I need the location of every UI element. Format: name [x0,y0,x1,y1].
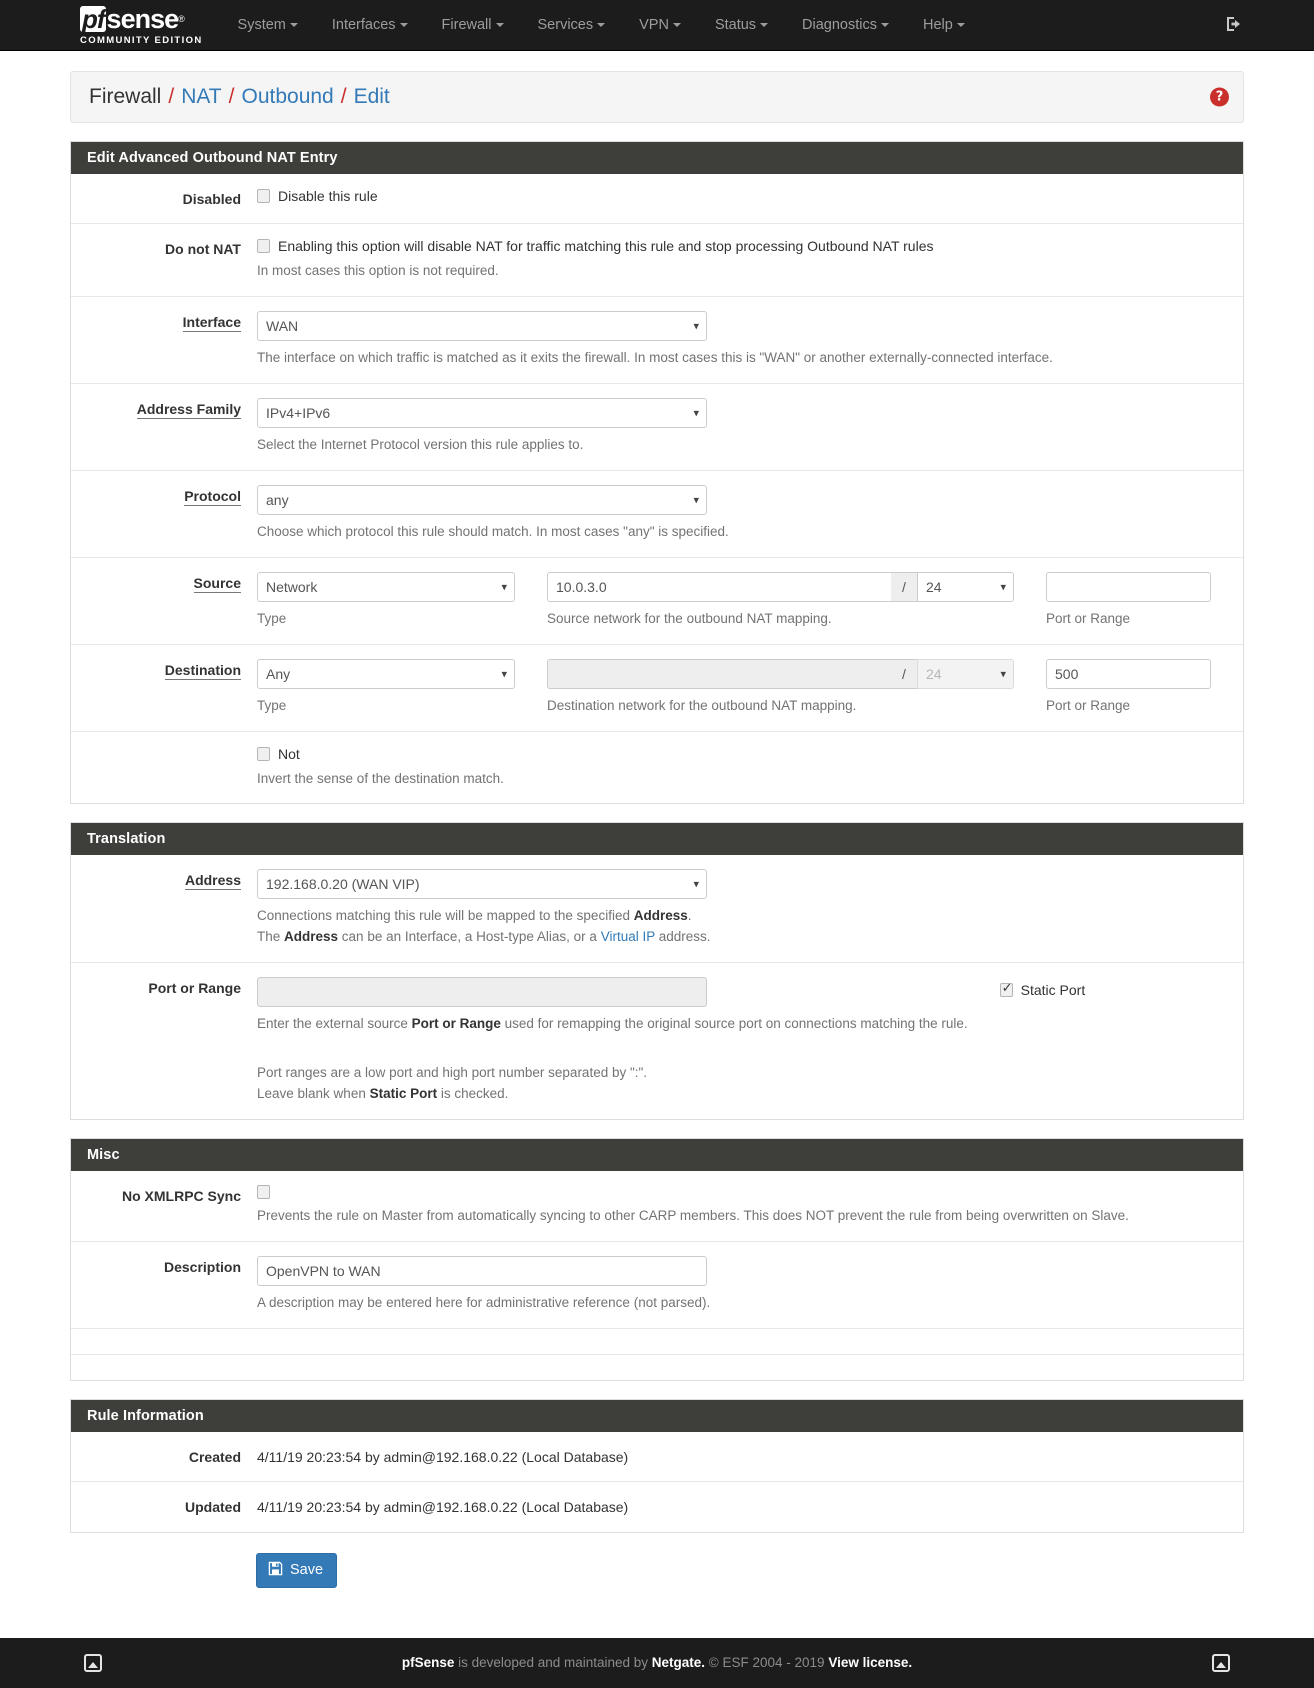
nav-item-help[interactable] [906,0,982,51]
help-address-family: Select the Internet Protocol version this rule applies to. [257,436,584,452]
help-bold-port-range: Port or Range [411,1016,501,1032]
form-row-source [71,558,1243,645]
destination-type-select-wrap [257,659,515,689]
interface-select-wrap [257,311,707,341]
nav-item-status-label: Status [714,16,757,33]
form-row-do-not-nat [71,224,1243,297]
form-row-address-family [71,384,1243,471]
page-footer [0,1638,1314,1688]
help-description: A description may be entered here for administrative reference (not parsed). [257,1294,711,1310]
label-not-empty [71,746,257,790]
field-disabled [257,188,1243,209]
translation-address-select-wrap [257,869,707,899]
destination-mask-select [917,659,1014,689]
field-translation-address [257,869,1243,948]
chevron-down-icon [290,23,298,27]
triangle-up-icon [1216,1662,1226,1668]
logo-subtitle: COMMUNITY EDITION [80,34,203,46]
label-address-family [71,398,257,456]
help-translation-address [257,906,1227,948]
field-destination [257,659,1243,717]
do-not-nat-checkbox[interactable] [257,239,270,253]
breadcrumb [70,71,1244,123]
nav-item-system-label: System [237,16,286,33]
footer-netgate: Netgate. [651,1655,706,1671]
chevron-down-icon [760,23,768,27]
nav-item-system[interactable] [221,0,315,51]
help-text: Leave blank when [257,1086,370,1102]
chevron-down-icon [881,23,889,27]
virtual-ip-link[interactable]: Virtual IP [600,929,655,945]
form-row-no-xmlrpc-sync [71,1171,1243,1242]
breadcrumb-item-edit[interactable]: Edit [353,85,390,108]
panel-rule-information [70,1399,1244,1533]
help-text: can be an Interface, a Host-type Alias, or a [338,929,601,945]
nav-item-help-label: Help [923,16,953,33]
destination-type-select[interactable] [257,659,515,689]
translation-port-group [257,977,1227,1105]
help-source-port: Port or Range [1046,610,1131,626]
disable-rule-checkbox[interactable] [257,189,270,203]
help-bold-address: Address [633,908,688,924]
help-not: Invert the sense of the destination match. [257,770,504,786]
destination-input-group [257,659,1227,717]
chevron-down-icon [957,23,965,27]
nav-item-vpn[interactable] [622,0,698,51]
help-icon[interactable]: ? [1210,88,1229,107]
help-leave-blank-line [257,1084,968,1105]
chevron-down-icon [400,23,408,27]
page-container [0,71,1314,1628]
source-type-select-wrap [257,572,515,602]
label-source-text: Source [193,574,241,591]
label-filler-2 [71,1366,257,1369]
destination-network-col [547,659,1014,717]
field-filler-2 [257,1366,1243,1369]
label-updated: Updated [185,1498,241,1515]
panel-title-misc: Misc [71,1139,1243,1171]
translation-address-select[interactable] [257,869,707,899]
disable-rule-checkbox-label[interactable]: Disable this rule [278,188,378,204]
panel-body-translation [71,855,1243,1119]
protocol-select-wrap [257,485,707,515]
field-filler-1 [257,1340,1243,1343]
field-no-xmlrpc-sync [257,1185,1243,1227]
label-address-family-text: Address Family [136,400,241,417]
form-row-destination [71,645,1243,732]
field-description [257,1256,1243,1314]
help-translation-port-2 [257,1063,968,1105]
not-checkbox[interactable] [257,747,270,761]
nav-item-diagnostics-label: Diagnostics [802,16,877,33]
scroll-top-icon-left[interactable] [84,1654,102,1672]
label-do-not-nat: Do not NAT [165,241,241,257]
translation-port-col [257,977,968,1105]
label-filler-1 [71,1340,257,1343]
panel-translation [70,822,1244,1120]
help-source-network: Source network for the outbound NAT mapping. [547,610,832,626]
chevron-down-icon [496,23,504,27]
panel-title-edit-entry: Edit Advanced Outbound NAT Entry [71,142,1243,174]
label-description: Description [163,1258,241,1275]
field-protocol [257,485,1243,543]
address-family-select[interactable] [257,398,707,428]
nav-item-services[interactable] [521,0,623,51]
logo-pf-text: pf [82,4,105,35]
field-source [257,572,1243,630]
help-text: Connections matching this rule will be mapped to the specified [257,908,634,924]
no-xmlrpc-sync-checkbox[interactable] [257,1185,270,1199]
source-network-group [547,572,1014,602]
label-translation-port: Port or Range [148,980,241,997]
static-port-checkbox[interactable] [1000,983,1013,997]
do-not-nat-checkbox-line [257,238,1227,254]
panel-body-edit-entry [71,174,1243,803]
description-input[interactable] [257,1256,707,1286]
form-row-disabled [71,174,1243,224]
not-checkbox-line [257,746,1227,762]
interface-select[interactable] [257,311,707,341]
chevron-down-icon [673,23,681,27]
destination-slash-addon: / [891,659,917,689]
label-destination [71,659,257,717]
nav-item-firewall[interactable] [425,0,521,51]
static-port-col [1000,977,1086,998]
label-created: Created [188,1448,241,1465]
breadcrumb-item-nat[interactable]: NAT [181,85,222,108]
panel-body-rule-information [71,1432,1243,1532]
source-network-input[interactable] [547,572,891,602]
disable-rule-checkbox-line [257,188,1227,204]
breadcrumb-item-firewall: Firewall [89,85,162,108]
view-license-link[interactable]: View license. [828,1655,913,1671]
floppy-disk-icon [268,1561,283,1580]
source-input-group [257,572,1227,630]
navbar-right [1224,0,1244,51]
footer-text [402,1655,912,1670]
label-interface-text: Interface [182,313,241,330]
panel-body-misc [71,1171,1243,1380]
label-protocol-text: Protocol [184,487,241,504]
label-protocol [71,485,257,543]
help-protocol: Choose which protocol this rule should match. In most cases "any" is specified. [257,523,729,539]
logo-wordmark [80,5,203,34]
save-button[interactable] [256,1553,337,1588]
form-row-interface [71,297,1243,384]
value-updated: 4/11/19 20:23:54 by admin@192.168.0.22 (Local Database) [257,1498,629,1515]
help-no-xmlrpc-sync: Prevents the rule on Master from automatically syncing to other CARP members. This does NOT prevent the rule from being overwritten on Slave. [257,1208,1129,1224]
panel-title-translation: Translation [71,823,1243,855]
save-button-label: Save [290,1562,324,1579]
not-checkbox-label[interactable]: Not [278,745,300,762]
help-destination-type: Type [257,697,287,713]
source-type-select[interactable] [257,572,515,602]
source-port-input[interactable] [1046,572,1211,602]
static-port-checkbox-label[interactable]: Static Port [1020,982,1086,999]
breadcrumb-separator: / [228,85,235,108]
value-created: 4/11/19 20:23:54 by admin@192.168.0.22 (Local Database) [257,1448,629,1465]
field-do-not-nat [257,238,1243,282]
panel-title-rule-information: Rule Information [71,1400,1243,1432]
destination-port-col [1046,659,1211,717]
bottom-spacer [70,1588,1244,1628]
do-not-nat-checkbox-label[interactable]: Enabling this option will disable NAT for traffic matching this rule and stop processing Outbound NAT rules [278,238,934,254]
form-row-updated [71,1482,1243,1532]
source-port-col [1046,572,1211,630]
label-translation-address-text: Address [184,872,241,889]
help-port-ranges-line: Port ranges are a low port and high port number separated by ":". [257,1065,648,1081]
nav-item-diagnostics[interactable] [785,0,906,51]
label-translation-address [71,869,257,948]
field-updated [257,1496,1243,1518]
footer-text-1: is developed and maintained by [454,1655,652,1671]
form-row-protocol [71,471,1243,558]
nav-item-services-label: Services [537,16,594,33]
destination-network-group [547,659,1014,689]
protocol-select[interactable] [257,485,707,515]
help-text: Enter the external source [257,1016,412,1032]
footer-brand: pfSense [401,1655,455,1671]
breadcrumb-separator: / [168,85,175,108]
field-created [257,1446,1243,1467]
static-port-checkbox-line [1000,982,1086,998]
help-text: address. [655,929,711,945]
help-translation-address-line1 [257,906,1227,927]
logo-sense-text: sense [106,3,179,34]
form-row-not [71,732,1243,804]
nav-item-firewall-label: Firewall [441,16,492,33]
address-family-select-wrap [257,398,707,428]
top-navbar [0,0,1314,51]
help-do-not-nat: In most cases this option is not required. [257,263,499,278]
no-xmlrpc-sync-checkbox-line [257,1185,1227,1199]
label-interface [71,311,257,369]
form-row-filler-2 [71,1355,1243,1380]
triangle-up-icon [88,1662,98,1668]
pfsense-logo[interactable] [80,5,203,46]
form-row-translation-port [71,963,1243,1119]
source-slash-addon: / [891,572,917,602]
help-text: is checked. [437,1086,509,1102]
nav-item-interfaces[interactable] [315,0,425,51]
translation-port-input [257,977,707,1007]
breadcrumb-separator: / [340,85,347,108]
help-destination-port: Port or Range [1046,697,1131,713]
destination-port-input[interactable] [1046,659,1211,689]
chevron-down-icon [597,23,605,27]
nav-item-status[interactable] [698,0,785,51]
scroll-top-icon-right[interactable] [1212,1654,1230,1672]
panel-edit-outbound-nat-entry [70,141,1244,804]
help-bold-static-port: Static Port [369,1086,438,1102]
destination-mask-select-wrap [917,659,1014,689]
help-text: The [257,929,285,945]
help-translation-port [257,1014,968,1035]
field-interface [257,311,1243,369]
form-row-filler-1 [71,1329,1243,1355]
help-text: used for remapping the original source port on connections matching the rule. [500,1016,968,1032]
logo-registered-mark: ® [178,13,184,24]
footer-text-2: © ESF 2004 - 2019 [705,1655,829,1671]
form-actions [70,1533,1244,1588]
label-source [71,572,257,630]
field-not [257,746,1243,790]
label-no-xmlrpc-sync: No XMLRPC Sync [121,1188,241,1205]
destination-network-input [547,659,891,689]
form-row-description [71,1242,1243,1329]
label-disabled: Disabled [182,191,241,207]
form-row-created [71,1432,1243,1482]
help-interface: The interface on which traffic is matched as it exits the firewall. In most cases this is "WAN" or another externally-connected interface. [257,349,1053,365]
panel-misc [70,1138,1244,1381]
source-type-col [257,572,515,630]
source-network-col [547,572,1014,630]
form-row-translation-address [71,855,1243,963]
label-destination-text: Destination [164,661,241,678]
nav-item-interfaces-label: Interfaces [331,16,396,33]
nav-item-vpn-label: VPN [639,16,669,33]
help-translation-address-line2 [257,927,1227,948]
destination-type-col [257,659,515,717]
source-mask-select[interactable] [917,572,1014,602]
breadcrumb-item-outbound[interactable]: Outbound [241,85,334,108]
help-bold-address: Address [284,929,339,945]
navbar-menu [221,0,982,51]
help-text: . [687,908,692,924]
source-mask-select-wrap [917,572,1014,602]
field-translation-port [257,977,1243,1105]
field-address-family [257,398,1243,456]
help-destination-network: Destination network for the outbound NAT mapping. [547,697,857,713]
help-source-type: Type [257,610,287,626]
sign-out-icon[interactable] [1224,14,1244,37]
